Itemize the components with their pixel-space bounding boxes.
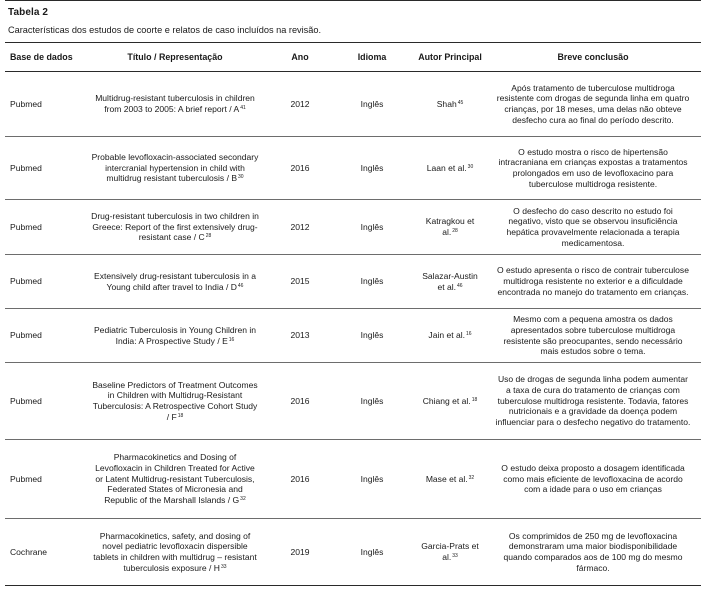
cell-base: Pubmed [5,255,79,309]
table-caption: Características dos estudos de coorte e relatos de caso incluídos na revisão. [8,25,322,35]
cell-author: Salazar-Austin et al.$^{46}$ [415,255,485,309]
cell-year: 2019 [271,519,329,586]
cell-title: Probable levofloxacin-associated secondary intercranial hypertension in child with multidrug resistant tuberculosis / $B^{30}$ [79,137,271,200]
cell-base: Pubmed [5,309,79,363]
cell-conclusion: Após tratamento de tuberculose multidroga resistente com drogas de segunda linha em quatro crianças, por 18 meses, uma delas não obteve desfecho cura ao final do período descrito. [485,72,701,137]
cell-language: Inglês [329,309,415,363]
table-row [5,519,701,586]
header-base: Base de dados [5,43,79,72]
cell-base: Pubmed [5,363,79,440]
cell-language: Inglês [329,255,415,309]
cell-author: Shah$^{45}$ [415,72,485,137]
cell-language: Inglês [329,440,415,519]
cell-language: Inglês [329,363,415,440]
cell-conclusion: O desfecho do caso descrito no estudo foi negativo, visto que se observou insuficiência hepática provavelmente relacionada a terapia medicamentosa. [485,200,701,255]
cell-base: Pubmed [5,200,79,255]
cell-year: 2012 [271,72,329,137]
header-conclusion: Breve conclusão [485,43,701,72]
cell-year: 2015 [271,255,329,309]
cell-base: Pubmed [5,440,79,519]
cell-author: Katragkou et al.$^{28}$ [415,200,485,255]
cell-conclusion: O estudo mostra o risco de hipertensão intracraniana em crianças expostas a tratamentos prolongados em uso de levofloxacino para tuberculose multidroga resistente. [485,137,701,200]
header-year: Ano [271,43,329,72]
table-row [5,363,701,440]
cell-title: Multidrug-resistant tuberculosis in children from 2003 to 2005: A brief report / $A^{41}$ [79,72,271,137]
cell-title: Pharmacokinetics and Dosing of Levofloxacin in Children Treated for Active or Latent Multidrug-resistant Tuberculosis, Federated States of Micronesia and Republic of the Marshall Islands / $G^{32}$ [79,440,271,519]
header-title: Título / Representação [79,43,271,72]
cell-base: Pubmed [5,72,79,137]
cell-conclusion: Uso de drogas de segunda linha podem aumentar a taxa de cura do tratamento de crianças com tuberculose multidroga resistente. Todavia, fatores nutricionais e a gravidade da doença podem influenciar para o desfecho negativo do tratamento. [485,363,701,440]
cell-year: 2016 [271,363,329,440]
table-row [5,200,701,255]
cell-language: Inglês [329,519,415,586]
table-row [5,137,701,200]
cell-conclusion: O estudo deixa proposto a dosagem identificada como mais eficiente de levofloxacina de acordo com a idade para o uso em crianças [485,440,701,519]
cell-year: 2016 [271,137,329,200]
cell-author: Garcia-Prats et al.$^{33}$ [415,519,485,586]
studies-table [5,42,701,586]
cell-title: Baseline Predictors of Treatment Outcomes in Children with Multidrug-Resistant Tuberculosis: A Retrospective Cohort Study / $F^{18}$ [79,363,271,440]
table-row [5,309,701,363]
cell-base: Cochrane [5,519,79,586]
table-row [5,440,701,519]
header-author: Autor Principal [415,43,485,72]
cell-year: 2012 [271,200,329,255]
table-row [5,255,701,309]
cell-year: 2016 [271,440,329,519]
cell-conclusion: Os comprimidos de 250 mg de levofloxacina demonstraram uma maior biodisponibilidade quando comparados aos de 100 mg do mesmo fármaco. [485,519,701,586]
table-label: Tabela 2 [8,7,49,18]
header-language: Idioma [329,43,415,72]
cell-author: Laan et al.$^{30}$ [415,137,485,200]
cell-author: Jain et al.$^{16}$ [415,309,485,363]
cell-author: Chiang et al.$^{18}$ [415,363,485,440]
table-row [5,72,701,137]
cell-base: Pubmed [5,137,79,200]
cell-year: 2013 [271,309,329,363]
cell-conclusion: Mesmo com a pequena amostra os dados apresentados sobre tuberculose multidroga resistente são preocupantes, sendo necessário mais estudos sobre o tema. [485,309,701,363]
cell-title: Extensively drug-resistant tuberculosis in a Young child after travel to India / $D^{46}$ [79,255,271,309]
cell-conclusion: O estudo apresenta o risco de contrair tuberculose multidroga resistente no exterior e a dificuldade encontrada no manejo do tratamento em crianças. [485,255,701,309]
cell-title: Drug-resistant tuberculosis in two children in Greece: Report of the first extensively drug-resistant case / $C^{28}$ [79,200,271,255]
cell-title: Pharmacokinetics, safety, and dosing of novel pediatric levofloxacin dispersible tablets in children with multidrug – resistant tuberculosis exposure / $H^{33}$ [79,519,271,586]
table-header-row [5,43,701,72]
cell-language: Inglês [329,72,415,137]
cell-language: Inglês [329,137,415,200]
cell-author: Mase et al.$^{32}$ [415,440,485,519]
cell-language: Inglês [329,200,415,255]
top-rule [5,0,701,1]
cell-title: Pediatric Tuberculosis in Young Children in India: A Prospective Study / $E^{16}$ [79,309,271,363]
